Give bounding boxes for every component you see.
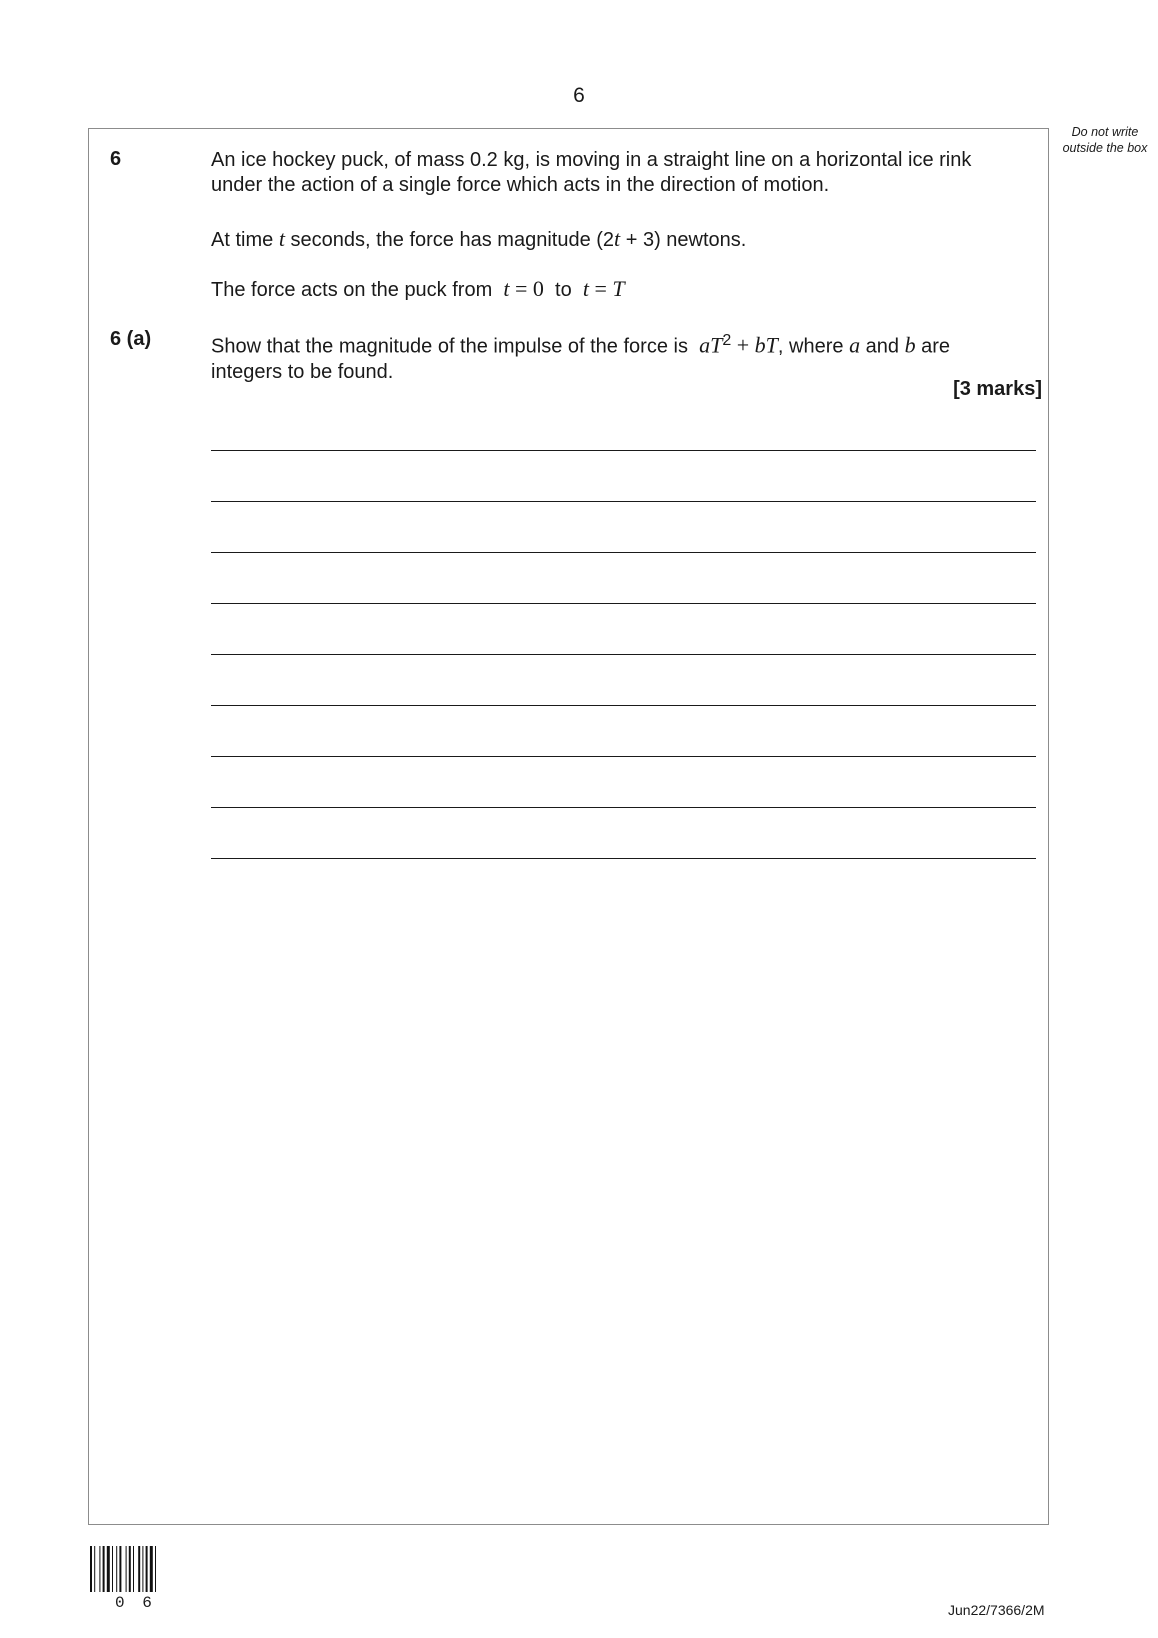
var-a: a — [849, 332, 861, 358]
force-sentence — [211, 226, 1041, 253]
answer-line[interactable] — [211, 450, 1036, 451]
expr-a: a — [699, 332, 711, 358]
part-a-and: and — [865, 335, 899, 358]
marks-label: [3 marks] — [953, 378, 1042, 400]
footer-reference: Jun22/7366/2M — [948, 1602, 1045, 1618]
answer-line[interactable] — [211, 756, 1036, 757]
part-a-where: , where — [777, 335, 844, 358]
answer-line[interactable] — [211, 501, 1036, 502]
question-intro-line2: under the action of a single force which acts in the direction of motion. — [211, 174, 830, 196]
interval-start-value: = 0 — [509, 276, 544, 301]
force-plus-three: + 3) — [620, 229, 661, 251]
expr-T: T — [710, 332, 723, 358]
barcode-icon — [90, 1546, 190, 1592]
barcode-number: 0 6 — [115, 1594, 156, 1612]
expr-bT: bT — [754, 332, 778, 358]
part-a-line2: integers to be found. — [211, 360, 394, 383]
part-a-text — [211, 328, 1041, 385]
variable-t-second: t — [614, 226, 621, 251]
question-intro-line1: An ice hockey puck, of mass 0.2 kg, is moving in a straight line on a horizontal ice rink — [211, 149, 972, 171]
interval-start-var: t — [503, 276, 510, 301]
interval-to: to — [555, 279, 572, 301]
interval-end-eq: = — [588, 276, 613, 301]
part-a-line1 — [211, 328, 1041, 360]
interval-prefix: The force acts on the puck from — [211, 279, 493, 301]
force-sentence-suffix: newtons. — [666, 229, 747, 251]
page-number: 6 — [573, 84, 585, 107]
variable-t: t — [278, 226, 285, 251]
part-a-prefix: Show that the magnitude of the impulse of the force is — [211, 335, 688, 358]
interval-end-T: T — [612, 276, 625, 301]
margin-note: Do not write outside the box — [1062, 125, 1148, 155]
part-a-label: 6 (a) — [110, 328, 152, 350]
interval-sentence — [211, 276, 1041, 303]
expr-superscript: 2 — [722, 332, 732, 349]
var-b: b — [904, 332, 916, 358]
answer-line[interactable] — [211, 807, 1036, 808]
answer-line[interactable] — [211, 603, 1036, 604]
answer-line[interactable] — [211, 705, 1036, 706]
question-number: 6 — [110, 148, 122, 170]
interval-end-var: t — [582, 276, 589, 301]
question-intro — [211, 148, 1041, 198]
force-sentence-prefix: At time — [211, 229, 274, 251]
force-sentence-middle: seconds, the force has magnitude (2 — [290, 229, 615, 251]
answer-line[interactable] — [211, 654, 1036, 655]
answer-line[interactable] — [211, 858, 1036, 859]
expr-plus: + — [731, 332, 755, 358]
part-a-are: are — [921, 335, 951, 358]
answer-line[interactable] — [211, 552, 1036, 553]
